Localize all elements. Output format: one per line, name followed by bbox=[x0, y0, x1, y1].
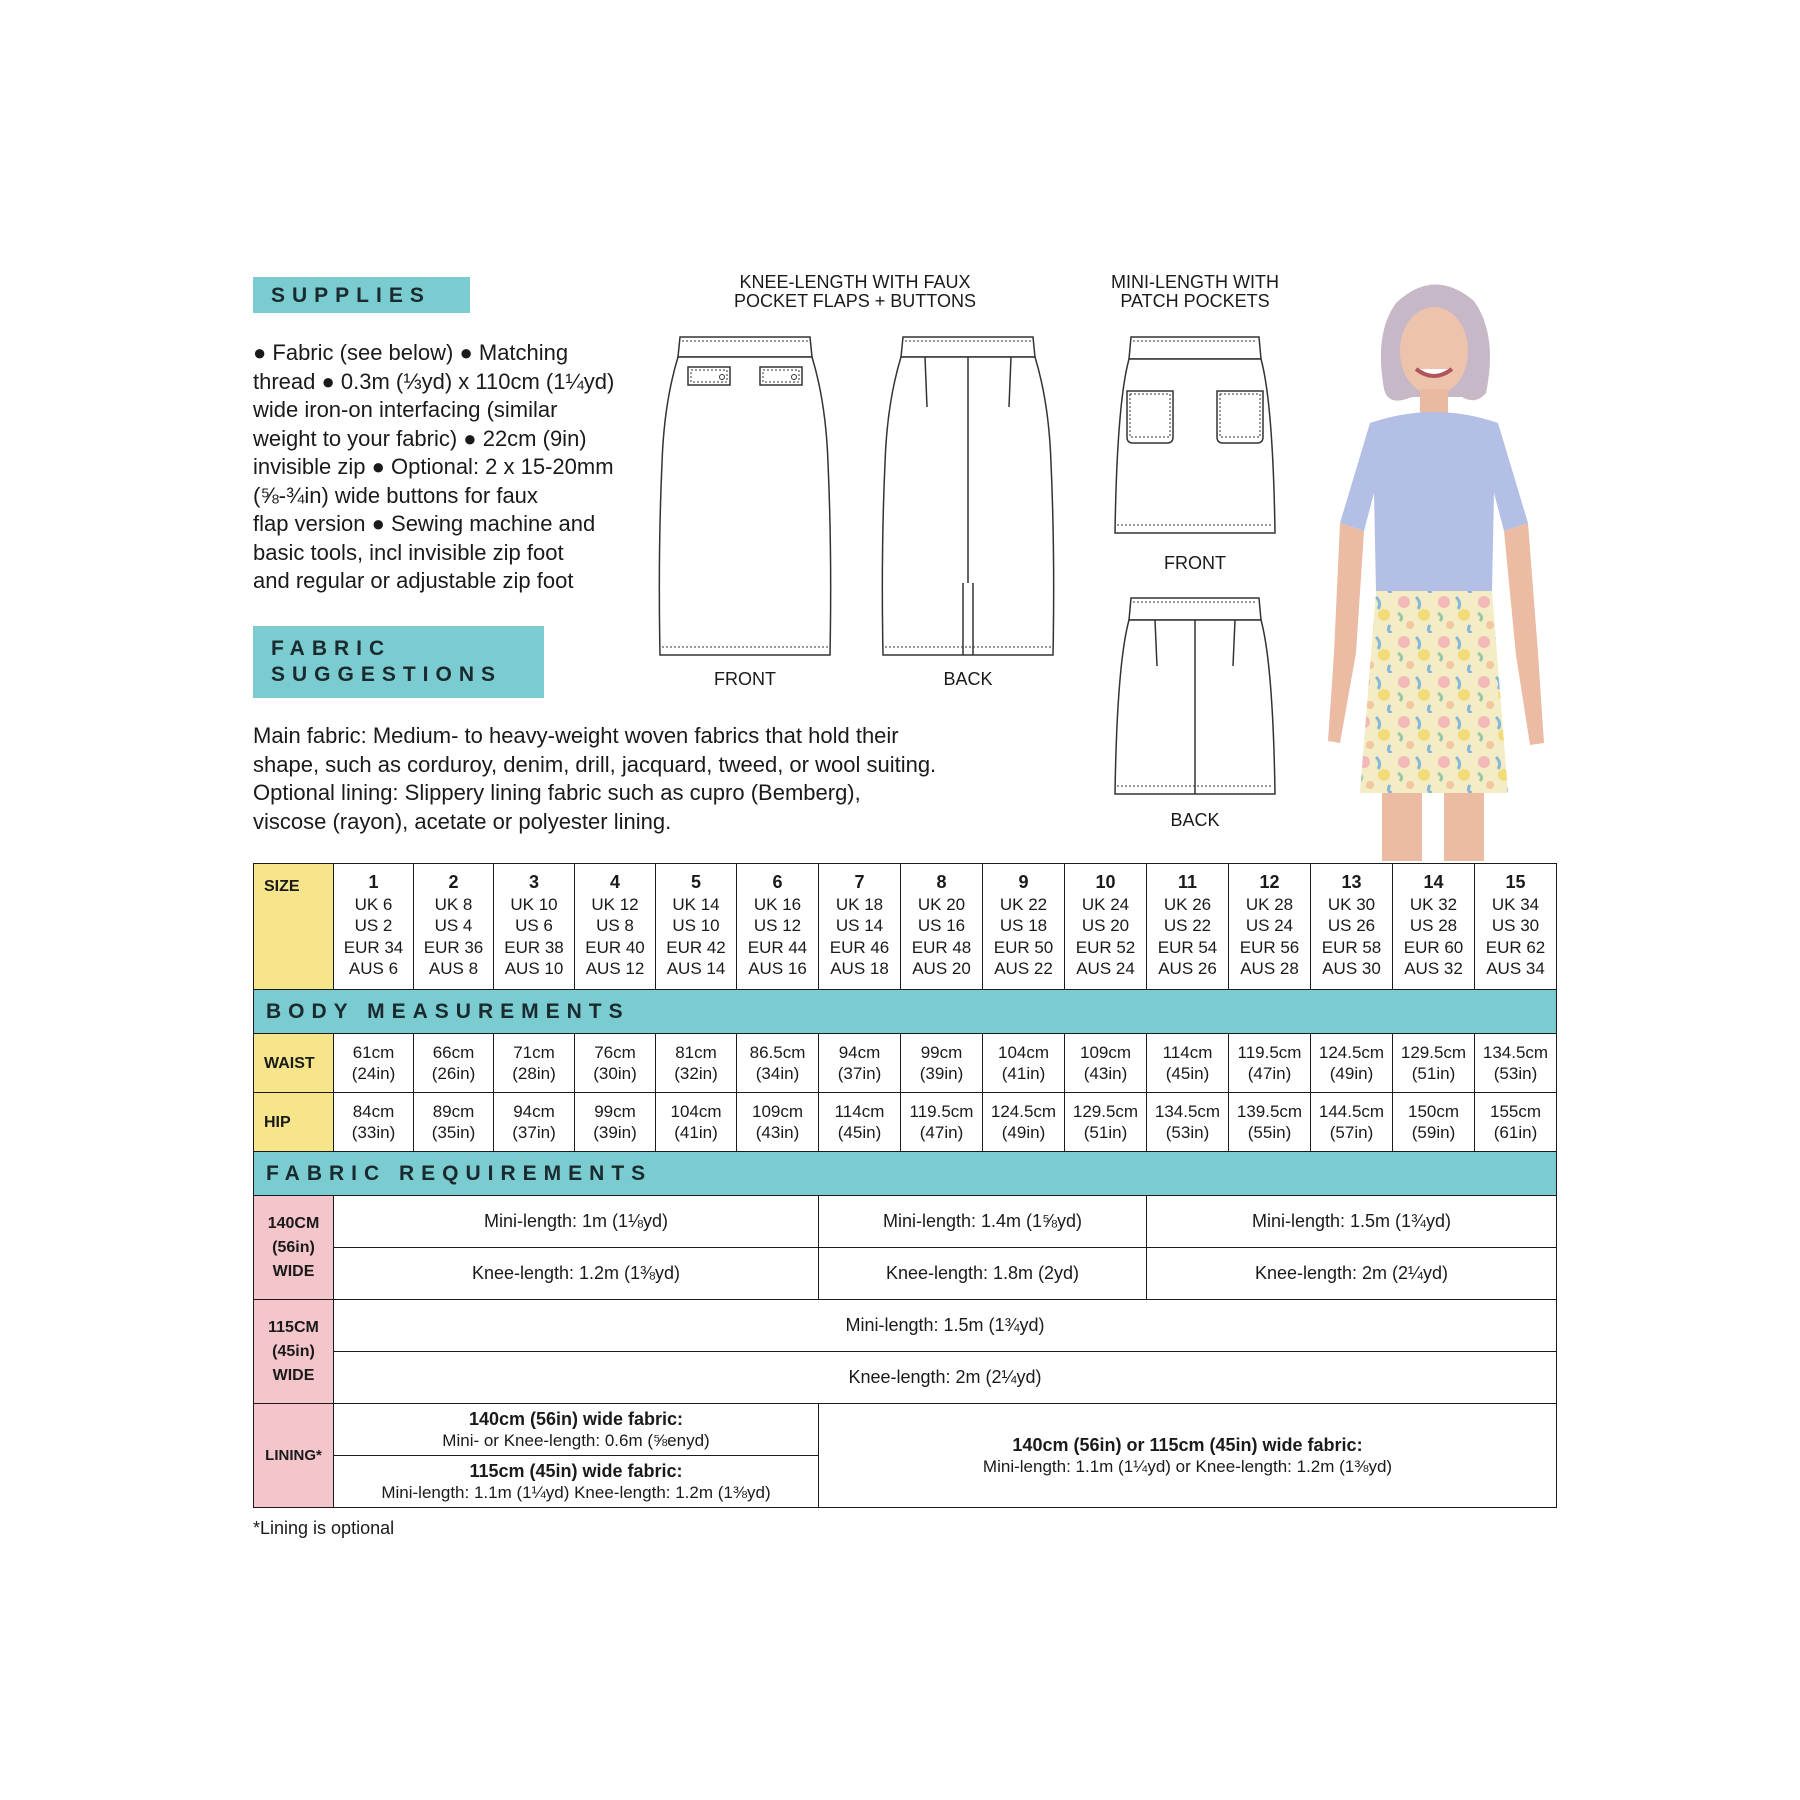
waist-in: (41in) bbox=[1001, 1064, 1046, 1083]
hip-cm: 155cm bbox=[1489, 1102, 1542, 1121]
waist-cm: 81cm bbox=[675, 1043, 717, 1062]
waist-cm: 124.5cm bbox=[1318, 1043, 1385, 1062]
waist-in: (43in) bbox=[1083, 1064, 1128, 1083]
hip-in: (61in) bbox=[1493, 1123, 1538, 1142]
supplies-line: and regular or adjustable zip foot bbox=[253, 568, 574, 593]
size-column-header bbox=[737, 864, 819, 990]
waist-label: WAIST bbox=[254, 1034, 334, 1093]
size-aus: AUS 12 bbox=[585, 959, 645, 978]
hip-cm: 150cm bbox=[1407, 1102, 1460, 1121]
hip-cm: 94cm bbox=[513, 1102, 555, 1121]
size-us: US 26 bbox=[1327, 916, 1376, 935]
size-uk: UK 30 bbox=[1327, 894, 1376, 914]
waist-cm: 66cm bbox=[432, 1043, 475, 1062]
waist-measurement bbox=[1475, 1034, 1557, 1093]
lining-all: 140cm (56in) or 115cm (45in) wide fabric: Mini-length: 1.1m (1¼yd) or Knee-length: 1.2m (1⅜yd) bbox=[819, 1404, 1557, 1508]
waist-in: (32in) bbox=[674, 1064, 718, 1083]
size-us: US 22 bbox=[1163, 916, 1212, 935]
size-label: SIZE bbox=[254, 864, 334, 990]
hip-measurement bbox=[901, 1093, 983, 1152]
lining-footnote: *Lining is optional bbox=[253, 1518, 395, 1538]
size-eur: EUR 44 bbox=[747, 937, 808, 957]
hip-measurement bbox=[1065, 1093, 1147, 1152]
size-column-header bbox=[1229, 864, 1311, 990]
waist-cm: 61cm bbox=[352, 1043, 395, 1062]
size-column-header bbox=[1065, 864, 1147, 990]
knee-back-sketch bbox=[873, 333, 1063, 663]
lining-140: 140cm (56in) wide fabric: Mini- or Knee-length: 0.6m (⅝enyd) bbox=[334, 1404, 819, 1456]
supplies-line: (⅝-¾in) wide buttons for faux bbox=[253, 482, 538, 508]
supplies-heading: SUPPLIES bbox=[253, 277, 470, 313]
size-column-header bbox=[1475, 864, 1557, 990]
size-aus: AUS 32 bbox=[1404, 959, 1463, 978]
size-aus: AUS 18 bbox=[830, 959, 889, 978]
size-eur: EUR 60 bbox=[1403, 937, 1464, 957]
fabric-suggestions-heading: FABRIC SUGGESTIONS bbox=[253, 626, 544, 698]
waist-in: (34in) bbox=[755, 1064, 800, 1083]
size-uk: UK 12 bbox=[591, 894, 639, 914]
hip-in: (51in) bbox=[1083, 1123, 1128, 1142]
size-eur: EUR 40 bbox=[585, 937, 645, 957]
w140-mini-6-9: Mini-length: 1.4m (1⅝yd) bbox=[819, 1196, 1147, 1248]
size-us: US 12 bbox=[753, 916, 802, 935]
knee-front-label: FRONT bbox=[714, 669, 776, 689]
supplies-line: ● Fabric (see below) ● Matching bbox=[253, 340, 569, 365]
waist-in: (53in) bbox=[1493, 1064, 1538, 1083]
hip-cm: 119.5cm bbox=[909, 1102, 974, 1121]
width-140-label: 140CM (56in) WIDE bbox=[254, 1196, 334, 1300]
supplies-line: invisible zip ● Optional: 2 x 15-20mm bbox=[253, 454, 614, 479]
size-aus: AUS 8 bbox=[428, 959, 479, 978]
hip-in: (53in) bbox=[1165, 1123, 1210, 1142]
w140-mini-10-15: Mini-length: 1.5m (1¾yd) bbox=[1147, 1196, 1557, 1248]
size-uk: UK 32 bbox=[1409, 894, 1458, 914]
w115-knee: Knee-length: 2m (2¼yd) bbox=[334, 1352, 1557, 1404]
size-eur: EUR 38 bbox=[504, 937, 564, 957]
hip-cm: 134.5cm bbox=[1154, 1102, 1221, 1121]
waist-in: (30in) bbox=[593, 1064, 637, 1083]
waist-in: (47in) bbox=[1247, 1064, 1292, 1083]
fabric-suggestion-line: viscose (rayon), acetate or polyester lining. bbox=[253, 808, 672, 834]
fabric-suggestion-line: Main fabric: Medium- to heavy-weight woven fabrics that hold their bbox=[253, 723, 899, 748]
size-column-header bbox=[819, 864, 901, 990]
size-chart-table bbox=[253, 863, 1557, 1508]
size-aus: AUS 10 bbox=[504, 959, 564, 978]
hip-cm: 109cm bbox=[751, 1102, 804, 1121]
size-n: 1 bbox=[368, 872, 379, 892]
hip-measurement bbox=[494, 1093, 575, 1152]
size-uk: UK 22 bbox=[999, 894, 1048, 914]
size-n: 9 bbox=[1018, 872, 1029, 892]
hip-measurement bbox=[1229, 1093, 1311, 1152]
size-n: 12 bbox=[1259, 872, 1280, 892]
fabric-suggestion-line: Optional lining: Slippery lining fabric such as cupro (Bemberg), bbox=[253, 780, 861, 805]
hip-measurement bbox=[1475, 1093, 1557, 1152]
size-column-header bbox=[1393, 864, 1475, 990]
size-us: US 30 bbox=[1491, 916, 1540, 935]
size-n: 4 bbox=[609, 872, 620, 892]
size-n: 15 bbox=[1505, 872, 1526, 892]
size-us: US 18 bbox=[999, 916, 1048, 935]
size-column-header bbox=[334, 864, 414, 990]
mini-back-sketch bbox=[1105, 594, 1285, 804]
size-uk: UK 24 bbox=[1081, 894, 1130, 914]
waist-cm: 129.5cm bbox=[1400, 1043, 1467, 1062]
hip-measurement bbox=[983, 1093, 1065, 1152]
size-uk: UK 18 bbox=[835, 894, 884, 914]
size-column-header bbox=[414, 864, 494, 990]
waist-in: (24in) bbox=[351, 1064, 396, 1083]
hip-measurement bbox=[575, 1093, 656, 1152]
waist-in: (37in) bbox=[837, 1064, 882, 1083]
size-uk: UK 34 bbox=[1491, 894, 1540, 914]
hip-measurement bbox=[819, 1093, 901, 1152]
hip-in: (59in) bbox=[1411, 1123, 1456, 1142]
size-eur: EUR 56 bbox=[1239, 937, 1300, 957]
size-eur: EUR 54 bbox=[1157, 937, 1218, 957]
w115-mini: Mini-length: 1.5m (1¾yd) bbox=[334, 1300, 1557, 1352]
hip-measurement bbox=[414, 1093, 494, 1152]
waist-cm: 104cm bbox=[997, 1043, 1050, 1062]
waist-in: (39in) bbox=[919, 1064, 964, 1083]
knee-front-sketch bbox=[650, 333, 840, 663]
waist-cm: 134.5cm bbox=[1482, 1043, 1549, 1062]
size-eur: EUR 58 bbox=[1321, 937, 1382, 957]
size-us: US 14 bbox=[835, 916, 884, 935]
size-n: 14 bbox=[1423, 872, 1444, 892]
hip-in: (49in) bbox=[1001, 1123, 1046, 1142]
waist-measurement bbox=[819, 1034, 901, 1093]
waist-in: (51in) bbox=[1411, 1064, 1456, 1083]
waist-measurement bbox=[1147, 1034, 1229, 1093]
supplies-line: flap version ● Sewing machine and bbox=[253, 511, 596, 536]
size-uk: UK 6 bbox=[354, 894, 393, 914]
size-us: US 6 bbox=[515, 916, 553, 935]
waist-cm: 109cm bbox=[1079, 1043, 1132, 1062]
waist-measurement bbox=[983, 1034, 1065, 1093]
size-column-header bbox=[983, 864, 1065, 990]
waist-measurement bbox=[737, 1034, 819, 1093]
size-eur: EUR 48 bbox=[911, 937, 972, 957]
size-eur: EUR 42 bbox=[666, 937, 726, 957]
size-column-header bbox=[656, 864, 737, 990]
hip-in: (47in) bbox=[919, 1123, 964, 1142]
size-n: 13 bbox=[1341, 872, 1362, 892]
mini-front-label: FRONT bbox=[1164, 553, 1226, 573]
size-uk: UK 8 bbox=[434, 894, 473, 914]
size-aus: AUS 24 bbox=[1076, 959, 1135, 978]
hip-in: (41in) bbox=[674, 1123, 718, 1142]
hip-in: (55in) bbox=[1247, 1123, 1292, 1142]
size-us: US 20 bbox=[1081, 916, 1130, 935]
waist-cm: 71cm bbox=[513, 1043, 555, 1062]
w140-mini-1-5: Mini-length: 1m (1⅛yd) bbox=[334, 1196, 819, 1248]
hip-cm: 114cm bbox=[834, 1102, 885, 1121]
size-uk: UK 16 bbox=[753, 894, 802, 914]
model-photo bbox=[1316, 273, 1552, 861]
hip-cm: 124.5cm bbox=[990, 1102, 1057, 1121]
size-eur: EUR 50 bbox=[993, 937, 1054, 957]
size-eur: EUR 36 bbox=[423, 937, 484, 957]
size-n: 8 bbox=[936, 872, 947, 892]
size-n: 5 bbox=[690, 872, 701, 892]
fabric-suggestions-text bbox=[253, 722, 1053, 836]
w140-knee-1-5: Knee-length: 1.2m (1⅜yd) bbox=[334, 1248, 819, 1300]
waist-cm: 119.5cm bbox=[1237, 1043, 1302, 1062]
knee-view-caption: KNEE-LENGTH WITH FAUX POCKET FLAPS + BUTTONS bbox=[734, 272, 976, 311]
waist-cm: 114cm bbox=[1162, 1043, 1213, 1062]
size-aus: AUS 22 bbox=[994, 959, 1053, 978]
size-aus: AUS 20 bbox=[912, 959, 971, 978]
size-n: 3 bbox=[528, 872, 539, 892]
hip-in: (39in) bbox=[593, 1123, 637, 1142]
waist-measurement bbox=[1065, 1034, 1147, 1093]
waist-measurement bbox=[1393, 1034, 1475, 1093]
size-n: 7 bbox=[854, 872, 865, 892]
waist-in: (28in) bbox=[512, 1064, 556, 1083]
size-aus: AUS 30 bbox=[1322, 959, 1381, 978]
hip-in: (35in) bbox=[431, 1123, 476, 1142]
hip-measurement bbox=[656, 1093, 737, 1152]
waist-measurement bbox=[901, 1034, 983, 1093]
size-eur: EUR 34 bbox=[343, 937, 404, 957]
size-aus: AUS 28 bbox=[1240, 959, 1299, 978]
hip-cm: 139.5cm bbox=[1236, 1102, 1303, 1121]
w140-knee-10-15: Knee-length: 2m (2¼yd) bbox=[1147, 1248, 1557, 1300]
size-n: 6 bbox=[772, 872, 783, 892]
size-aus: AUS 14 bbox=[666, 959, 726, 978]
hip-measurement bbox=[1311, 1093, 1393, 1152]
waist-cm: 86.5cm bbox=[749, 1043, 806, 1062]
size-column-header bbox=[1147, 864, 1229, 990]
size-column-header bbox=[494, 864, 575, 990]
hip-cm: 129.5cm bbox=[1072, 1102, 1139, 1121]
hip-measurement bbox=[1147, 1093, 1229, 1152]
size-column-header bbox=[901, 864, 983, 990]
waist-measurement bbox=[414, 1034, 494, 1093]
size-us: US 10 bbox=[672, 916, 720, 935]
supplies-line: wide iron-on interfacing (similar bbox=[253, 397, 558, 422]
size-us: US 24 bbox=[1245, 916, 1294, 935]
size-aus: AUS 26 bbox=[1158, 959, 1217, 978]
lining-label: LINING* bbox=[254, 1404, 334, 1508]
waist-in: (26in) bbox=[431, 1064, 476, 1083]
size-us: US 4 bbox=[434, 916, 473, 935]
w140-knee-6-9: Knee-length: 1.8m (2yd) bbox=[819, 1248, 1147, 1300]
hip-in: (43in) bbox=[755, 1123, 800, 1142]
hip-cm: 84cm bbox=[352, 1102, 395, 1121]
size-aus: AUS 16 bbox=[748, 959, 807, 978]
size-aus: AUS 34 bbox=[1486, 959, 1545, 978]
hip-measurement bbox=[334, 1093, 414, 1152]
waist-measurement bbox=[656, 1034, 737, 1093]
hip-cm: 104cm bbox=[670, 1102, 722, 1121]
size-n: 11 bbox=[1177, 872, 1198, 892]
waist-cm: 94cm bbox=[838, 1043, 881, 1062]
waist-measurement bbox=[1311, 1034, 1393, 1093]
size-uk: UK 14 bbox=[672, 894, 720, 914]
size-uk: UK 10 bbox=[510, 894, 558, 914]
size-us: US 16 bbox=[917, 916, 966, 935]
mini-front-sketch bbox=[1105, 333, 1285, 543]
fabric-requirements-heading: FABRIC REQUIREMENTS bbox=[254, 1152, 1557, 1196]
waist-cm: 76cm bbox=[594, 1043, 636, 1062]
body-measurements-heading: BODY MEASUREMENTS bbox=[254, 990, 1557, 1034]
size-aus: AUS 6 bbox=[348, 959, 399, 978]
waist-in: (49in) bbox=[1329, 1064, 1374, 1083]
mini-view-caption: MINI-LENGTH WITH PATCH POCKETS bbox=[1111, 272, 1279, 311]
waist-measurement bbox=[575, 1034, 656, 1093]
supplies-line: basic tools, incl invisible zip foot bbox=[253, 539, 564, 565]
size-eur: EUR 52 bbox=[1075, 937, 1136, 957]
hip-in: (37in) bbox=[512, 1123, 556, 1142]
hip-in: (57in) bbox=[1329, 1123, 1374, 1142]
mini-back-label: BACK bbox=[1170, 810, 1220, 830]
size-uk: UK 20 bbox=[917, 894, 966, 914]
supplies-line: thread ● 0.3m (⅓yd) x 110cm (1¼yd) bbox=[253, 368, 615, 394]
hip-cm: 99cm bbox=[594, 1102, 636, 1121]
supplies-line: weight to your fabric) ● 22cm (9in) bbox=[253, 425, 587, 451]
size-uk: UK 28 bbox=[1245, 894, 1294, 914]
size-us: US 8 bbox=[596, 916, 634, 935]
size-column-header bbox=[575, 864, 656, 990]
size-n: 10 bbox=[1095, 872, 1116, 892]
supplies-text bbox=[253, 339, 653, 596]
hip-cm: 144.5cm bbox=[1318, 1102, 1385, 1121]
knee-back-label: BACK bbox=[943, 669, 993, 689]
hip-measurement bbox=[1393, 1093, 1475, 1152]
size-eur: EUR 46 bbox=[829, 937, 890, 957]
waist-in: (45in) bbox=[1165, 1064, 1210, 1083]
size-us: US 28 bbox=[1409, 916, 1458, 935]
hip-in: (45in) bbox=[837, 1123, 882, 1142]
waist-measurement bbox=[494, 1034, 575, 1093]
size-us: US 2 bbox=[354, 916, 393, 935]
waist-cm: 99cm bbox=[920, 1043, 963, 1062]
waist-measurement bbox=[334, 1034, 414, 1093]
size-n: 2 bbox=[448, 872, 459, 892]
width-115-label: 115CM (45in) WIDE bbox=[254, 1300, 334, 1404]
size-eur: EUR 62 bbox=[1485, 937, 1546, 957]
fabric-suggestion-line: shape, such as corduroy, denim, drill, jacquard, tweed, or wool suiting. bbox=[253, 751, 937, 777]
waist-measurement bbox=[1229, 1034, 1311, 1093]
lining-115: 115cm (45in) wide fabric: Mini-length: 1.1m (1¼yd) Knee-length: 1.2m (1⅜yd) bbox=[334, 1456, 819, 1508]
size-column-header bbox=[1311, 864, 1393, 990]
hip-cm: 89cm bbox=[432, 1102, 475, 1121]
hip-measurement bbox=[737, 1093, 819, 1152]
size-uk: UK 26 bbox=[1163, 894, 1212, 914]
hip-label: HIP bbox=[254, 1093, 334, 1152]
hip-in: (33in) bbox=[351, 1123, 396, 1142]
